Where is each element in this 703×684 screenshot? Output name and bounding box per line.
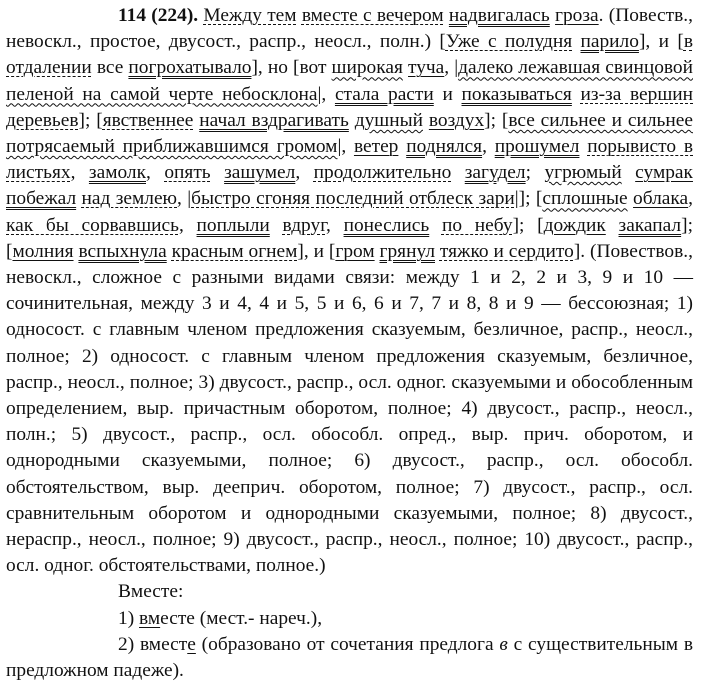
adverbial-underlined: над землею [81,188,178,210]
text-run: , [295,162,314,184]
text-run: ], но [вот [251,57,332,79]
text-run: , [482,136,495,158]
subject-underlined: молния [12,240,74,262]
text-run: , [178,214,197,236]
predicate-underlined: погрохатывало [128,57,252,79]
attribute-underlined: далеко лежавшая свинцовой пеленой на самой черте небосклона [6,57,693,105]
predicate-underlined: начал вздрагивать [199,109,349,131]
text-run [451,162,464,183]
predicate-underlined: загудел [464,162,526,184]
text-run: , [146,162,165,184]
text-run: ]; [ [6,214,693,262]
text-run [622,162,635,183]
adverbial-underlined: порывисто в листьях [6,136,694,184]
text-run: , [325,214,344,236]
text-run: ]. (Повествов., невоскл., сложное с разными видами связи: между 1 и 2, 2 и 3, 9 и 10 — сочинительная, между 3 и 4, 4 и 5, 5 и 6, 6 и 7, 7 и 8, 8 и 9 — бессоюзная; 1) односост. с главным членом предложения сказуемым, безличное, распр., неосл., полное; 2) односост. с главным членом предложения сказуемым, безличное, распр., неосл., полное; 3) двусост., распр., осл. одног. сказуемыми и обособленным определением, выр. причастным оборотом, полное; 4) двусост., распр., неосл., полн.; 5) двусост., распр., осл. обособл. опред., выр. прич. оборотом, и однородными сказуемыми, полное; 6) двусост., распр., осл. обособл. обстоятельством, выр. дееприч. оборотом, полное; 7) двусост., распр., осл. сравнительным оборотом и однородными сказуемыми, полное; 8) двусост., нераспр., неосл., полное; 9) двусост., распр., неосл., полное; 10) двусост., распр., осл. одног. обстоятельствами, полное.) [6,240,693,577]
note-item-2 [6,632,693,684]
notes-heading: Вместе: [118,581,184,603]
analyzed-text [6,5,693,576]
predicate-underlined: надвигалась [448,5,550,26]
attribute-underlined: широкая [331,57,403,79]
text-run: |, [337,136,354,158]
attribute-underlined: угрюмый [544,162,622,184]
predicate-underlined: грянул [379,240,435,262]
note-item-2-tail: с существительным в предложном падеже). [6,633,693,682]
adverbial-underlined: опять [164,162,211,184]
attribute-underlined: сплошные [542,188,628,210]
text-run: все [91,57,129,79]
predicate-underlined: закапал [618,214,682,236]
predicate-underlined: зашумел [224,162,296,184]
adverbial-underlined: явственнее [102,109,194,131]
note-item-1-text: есте (мест.- нареч.), [160,607,323,629]
subject-underlined: ветер [353,136,399,158]
text-run [429,215,442,236]
adverbial-underlined: как бы сорвавшись [6,214,179,236]
text-run: и [433,83,462,105]
predicate-underlined: понеслись [343,214,430,236]
note-item-1 [6,606,693,632]
adverbial-underlined: красным огнем [171,240,298,262]
adverbial-underlined: из-за вершин деревьев [6,83,694,131]
subject-underlined: гром [335,240,375,262]
subject-underlined: туча [408,57,445,79]
adverbial-underlined: продолжительно [313,162,452,184]
note-item-2-text: (образовано от сочетания предлога [195,633,500,655]
text-run: ], и [ [638,31,684,53]
adverbial-underlined: Уже с полудня [445,31,573,53]
predicate-underlined: стала расти [334,83,434,105]
predicate-underlined: парило [580,31,639,53]
text-run: , | [177,188,192,210]
text-run [606,215,619,236]
exercise-paragraph [6,3,693,579]
predicate-underlined: поплыли [196,214,270,236]
adverbial-underlined: тяжко и сердито [439,240,574,262]
text-run [211,162,224,183]
adverbial-underlined: в отдалении [6,31,693,79]
subject-underlined: гроза [555,5,599,26]
adverbial-underlined: быстро сгоняя последний отблеск зари [191,188,515,210]
text-run [572,84,581,105]
note-item-2-word: вмест [139,633,188,655]
text-run: , [70,162,89,184]
text-run: |]; [ [514,188,543,210]
predicate-underlined: вспыхнула [78,240,167,262]
note-item-2-number: 2) [118,633,140,655]
adverbial-underlined: вместе с вечером [301,5,444,26]
note-item-1-number: 1) [118,607,140,629]
subject-underlined: облака [633,188,689,210]
adverbial-underlined: по небу [441,214,513,236]
adverbial-underlined: вдруг [282,214,326,236]
predicate-underlined: замолк [88,162,146,184]
attribute-underlined: все сильнее и сильнее потрясаемый приближавшимся громом [6,109,693,158]
stress-underlined-part: е [187,633,196,655]
subject-underlined: воздух [428,109,485,131]
predicate-underlined: показываться [461,83,572,105]
predicate-underlined: побежал [6,188,77,210]
text-run: ; [525,162,545,184]
text-run: ], и [ [297,240,336,262]
text-run: ]; [ [512,214,544,236]
exercise-number: 114 (224). [118,5,199,26]
predicate-underlined: поднялся [406,136,483,158]
text-run: , | [444,57,459,79]
predicate-underlined: прошумел [494,136,580,158]
text-run [270,215,283,236]
text-run: |, [317,83,335,105]
text-run: ]; [ [78,109,103,131]
adverbial-underlined: Между тем [203,5,297,26]
subject-underlined: дождик [543,214,606,236]
text-run [572,31,580,52]
attribute-underlined: душный [354,109,423,131]
text-run: , [688,188,693,210]
text-run: ]; [ [484,109,509,131]
subject-underlined: сумрак [635,162,693,184]
italic-preposition: в [499,633,508,655]
stress-underlined-part: вм [139,607,161,629]
text-run: . (Повеств., невоскл., простое, двусост., распр., неосл., полн.) [ [6,5,693,53]
